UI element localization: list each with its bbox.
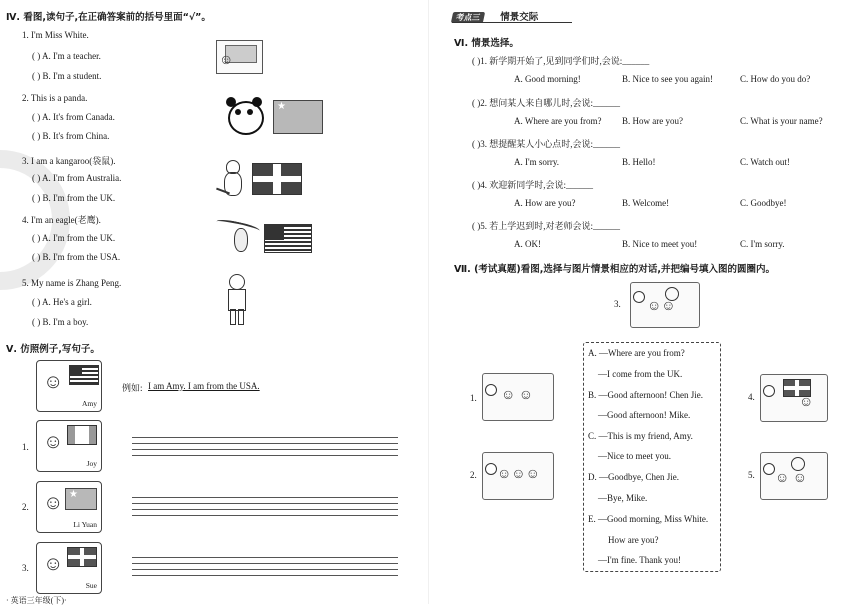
dialogue-d-2: —Bye, Mike. xyxy=(598,493,648,503)
boy-icon xyxy=(224,274,248,326)
header-title: 情景交际 xyxy=(500,12,539,23)
q2-option-b[interactable]: ( ) B. It's from China. xyxy=(32,131,110,141)
dialogue-b-1: B. —Good afternoon! Chen Jie. xyxy=(588,390,703,400)
q3-option-b[interactable]: ( ) B. I'm from the UK. xyxy=(32,193,116,203)
header-tag: 考点三 xyxy=(451,12,485,23)
s6-q5-stem: ( )5. 若上学迟到时,对老师会说:______ xyxy=(472,221,620,231)
usa-flag-icon xyxy=(264,224,312,253)
girl-icon: ☺ xyxy=(43,431,64,453)
writing-line[interactable] xyxy=(132,503,398,504)
picture-3-label: 3. xyxy=(614,299,621,309)
q5-stem: 5. My name is Zhang Peng. xyxy=(22,278,122,288)
s6-q4-option-c[interactable]: C. Goodbye! xyxy=(740,198,787,208)
girl-icon: ☺ xyxy=(43,371,64,393)
writing-line[interactable] xyxy=(132,443,398,444)
picture-5 xyxy=(760,452,828,500)
writing-line[interactable] xyxy=(132,557,398,558)
kangaroo-icon xyxy=(216,156,250,198)
q4-stem: 4. I'm an eagle(老鹰). xyxy=(22,215,101,225)
picture-3 xyxy=(630,282,700,328)
s6-q2-option-a[interactable]: A. Where are you from? xyxy=(514,116,602,126)
section-7-title: Ⅶ. (考试真题)看图,选择与图片情景相应的对话,并把编号填入图的圆圈内。 xyxy=(454,264,775,275)
card-2-number: 2. xyxy=(22,502,29,512)
s6-q1-option-b[interactable]: B. Nice to see you again! xyxy=(622,74,713,84)
card-amy xyxy=(36,360,102,412)
q2-option-a[interactable]: ( ) A. It's from Canada. xyxy=(32,112,115,122)
section-4-title: Ⅳ. 看图,读句子,在正确答案前的括号里面“√”。 xyxy=(6,12,211,23)
dialogue-a-2: —I come from the UK. xyxy=(598,369,683,379)
card-name: Sue xyxy=(85,581,97,590)
example-prefix: 例如: xyxy=(122,383,143,393)
s6-q5-option-a[interactable]: A. OK! xyxy=(514,239,541,249)
s6-q3-stem: ( )3. 想提醒某人小心点时,会说:______ xyxy=(472,139,620,149)
s6-q4-option-a[interactable]: A. How are you? xyxy=(514,198,576,208)
dialogue-e-3: —I'm fine. Thank you! xyxy=(598,555,681,565)
people-icon: ☺ ☺ xyxy=(775,471,808,486)
answer-circle[interactable] xyxy=(485,463,497,475)
s6-q1-option-a[interactable]: A. Good morning! xyxy=(514,74,581,84)
writing-line[interactable] xyxy=(132,437,398,438)
q4-option-b[interactable]: ( ) B. I'm from the USA. xyxy=(32,252,121,262)
panda-icon xyxy=(222,93,266,135)
card-li-yuan xyxy=(36,481,102,533)
section-header xyxy=(452,9,538,23)
q4-option-a[interactable]: ( ) A. I'm from the UK. xyxy=(32,233,116,243)
people-icon: ☺☺☺ xyxy=(497,467,540,482)
china-flag-icon xyxy=(273,100,323,134)
s6-q3-option-b[interactable]: B. Hello! xyxy=(622,157,656,167)
s6-q5-option-b[interactable]: B. Nice to meet you! xyxy=(622,239,698,249)
dialogue-e-1: E. —Good morning, Miss White. xyxy=(588,514,709,524)
writing-line[interactable] xyxy=(132,497,398,498)
q1-option-a[interactable]: ( ) A. I'm a teacher. xyxy=(32,51,101,61)
answer-circle[interactable] xyxy=(763,463,775,475)
picture-2-label: 2. xyxy=(470,470,477,480)
dialogue-c-2: —Nice to meet you. xyxy=(598,451,671,461)
writing-line[interactable] xyxy=(132,455,398,456)
girl-icon: ☺ xyxy=(43,553,64,575)
page-footer: · 英语三年级(下)· xyxy=(6,596,67,605)
answer-circle[interactable] xyxy=(485,384,497,396)
writing-line[interactable] xyxy=(132,515,398,516)
card-name: Amy xyxy=(82,399,97,408)
picture-1 xyxy=(482,373,554,421)
s6-q5-option-c[interactable]: C. I'm sorry. xyxy=(740,239,785,249)
writing-line[interactable] xyxy=(132,563,398,564)
page-divider xyxy=(428,0,429,604)
s6-q3-option-a[interactable]: A. I'm sorry. xyxy=(514,157,560,167)
uk-flag-icon xyxy=(67,547,97,567)
people-icon: ☺ ☺ xyxy=(501,388,534,403)
section-6-title: Ⅵ. 情景选择。 xyxy=(454,38,519,49)
card-sue xyxy=(36,542,102,594)
q5-option-a[interactable]: ( ) A. He's a girl. xyxy=(32,297,92,307)
writing-line[interactable] xyxy=(132,569,398,570)
picture-4 xyxy=(760,374,828,422)
q2-stem: 2. This is a panda. xyxy=(22,93,88,103)
card-3-number: 3. xyxy=(22,563,29,573)
picture-5-label: 5. xyxy=(748,470,755,480)
australia-flag-icon xyxy=(252,163,302,195)
header-underline xyxy=(452,22,572,23)
answer-circle[interactable] xyxy=(633,291,645,303)
s6-q4-option-b[interactable]: B. Welcome! xyxy=(622,198,670,208)
dialogue-c-1: C. —This is my friend, Amy. xyxy=(588,431,693,441)
writing-line[interactable] xyxy=(132,509,398,510)
eagle-icon xyxy=(216,216,262,256)
girl-icon: ☺ xyxy=(799,395,814,410)
usa-flag-icon xyxy=(69,365,99,385)
q5-option-b[interactable]: ( ) B. I'm a boy. xyxy=(32,317,89,327)
picture-1-label: 1. xyxy=(470,393,477,403)
picture-2 xyxy=(482,452,554,500)
example-sentence: I am Amy. I am from the USA. xyxy=(148,381,260,391)
writing-line[interactable] xyxy=(132,449,398,450)
s6-q1-stem: ( )1. 新学期开始了,见到同学们时,会说:______ xyxy=(472,56,650,66)
writing-line[interactable] xyxy=(132,575,398,576)
clock-icon xyxy=(791,457,805,471)
dialogue-d-1: D. —Goodbye, Chen Jie. xyxy=(588,472,679,482)
s6-q3-option-c[interactable]: C. Watch out! xyxy=(740,157,790,167)
answer-circle[interactable] xyxy=(763,385,775,397)
q1-stem: 1. I'm Miss White. xyxy=(22,30,89,40)
section-5-title: Ⅴ. 仿照例子,写句子。 xyxy=(6,344,100,355)
china-flag-icon xyxy=(65,488,97,510)
picture-4-label: 4. xyxy=(748,392,755,402)
dialogue-b-2: —Good afternoon! Mike. xyxy=(598,410,691,420)
card-joy xyxy=(36,420,102,472)
s6-q2-stem: ( )2. 想问某人来自哪儿时,会说:______ xyxy=(472,98,620,108)
card-1-number: 1. xyxy=(22,442,29,452)
s6-q2-option-b[interactable]: B. How are you? xyxy=(622,116,683,126)
q3-option-a[interactable]: ( ) A. I'm from Australia. xyxy=(32,173,122,183)
q1-option-b[interactable]: ( ) B. I'm a student. xyxy=(32,71,102,81)
q3-stem: 3. I am a kangaroo(袋鼠). xyxy=(22,156,116,166)
card-name: Joy xyxy=(86,459,97,468)
teacher-icon: ☺ xyxy=(219,53,234,68)
s6-q1-option-c[interactable]: C. How do you do? xyxy=(740,74,811,84)
dialogue-a-1: A. —Where are you from? xyxy=(588,348,685,358)
s6-q4-stem: ( )4. 欢迎新同学时,会说:______ xyxy=(472,180,593,190)
girl-icon: ☺ xyxy=(43,492,64,514)
card-name: Li Yuan xyxy=(73,520,97,529)
teacher-picture xyxy=(216,40,263,74)
people-icon: ☺☺ xyxy=(647,299,676,314)
s6-q2-option-c[interactable]: C. What is your name? xyxy=(740,116,823,126)
dialogue-e-2: How are you? xyxy=(608,535,659,545)
